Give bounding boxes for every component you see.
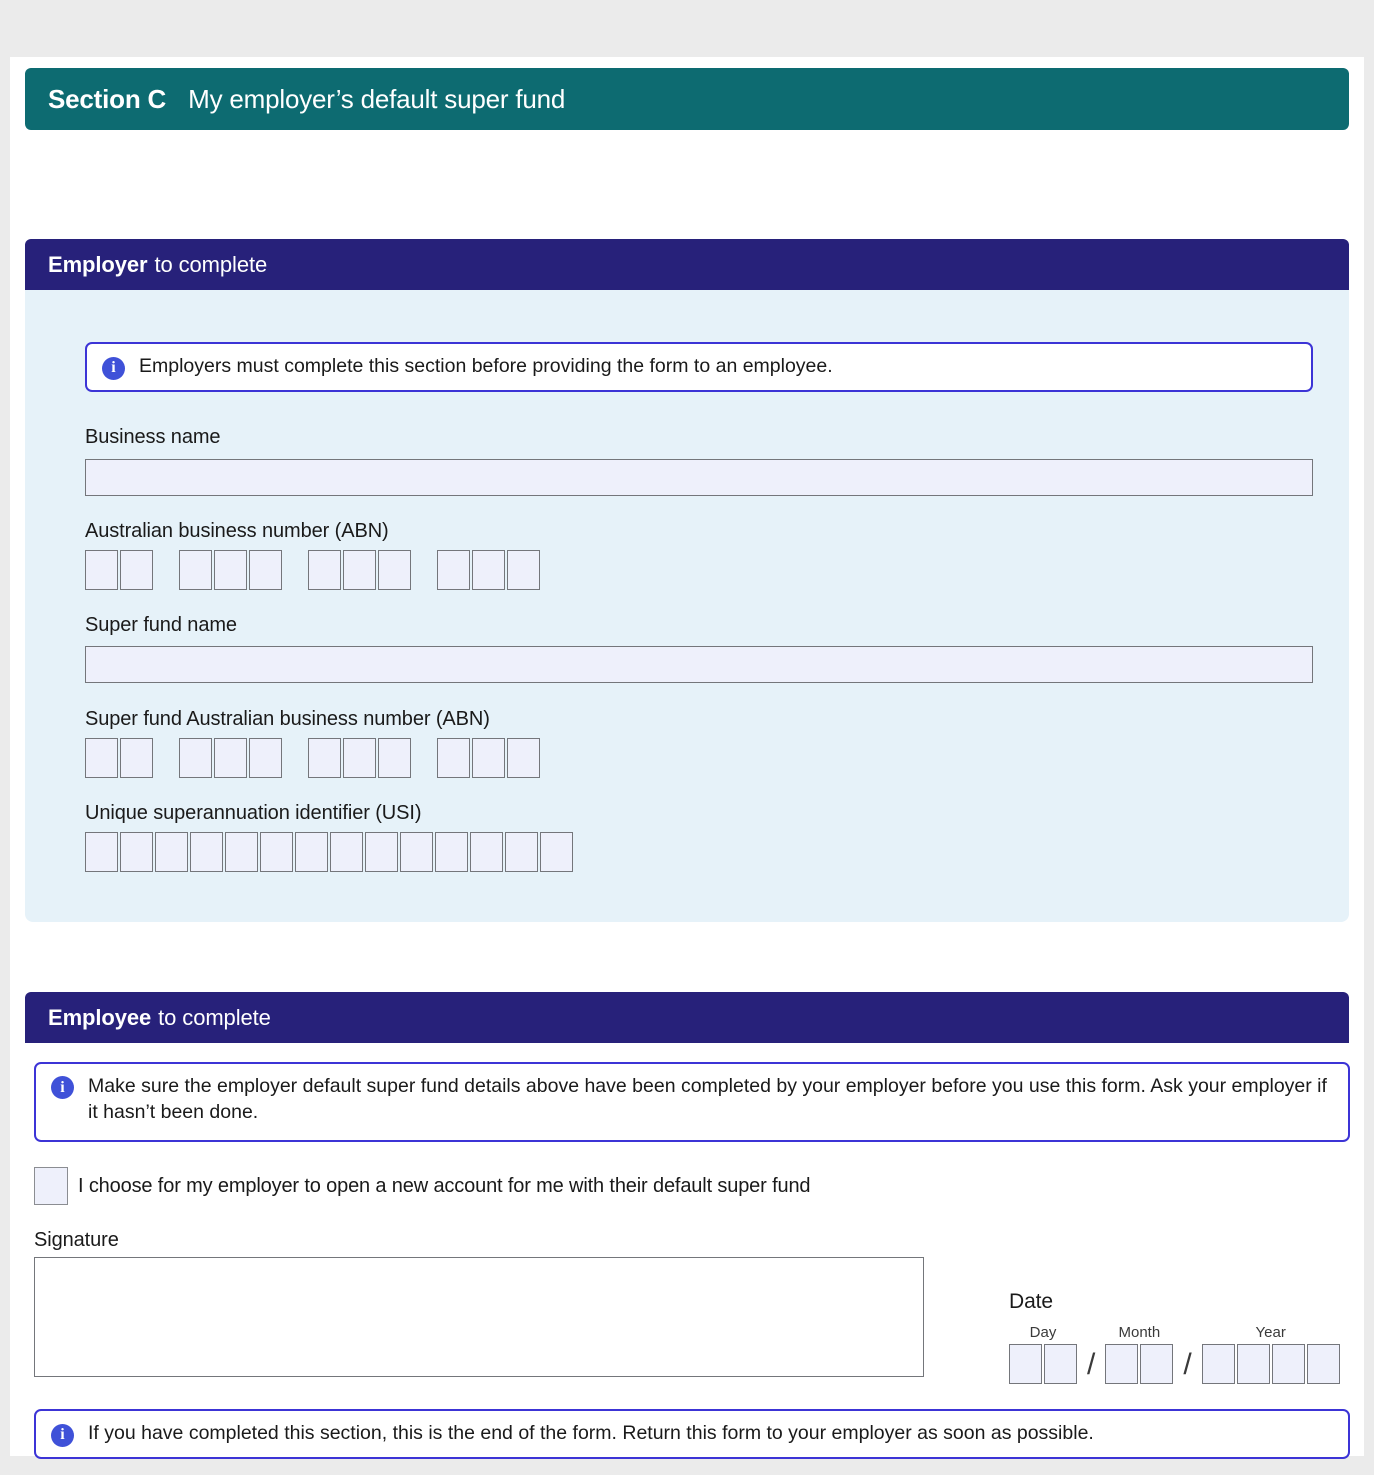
footer-info-callout xyxy=(34,1409,1350,1459)
footer-info-text: If you have completed this section, this is the end of the form. Return this form to your employer as soon as possible. xyxy=(88,1422,1094,1445)
charbox[interactable] xyxy=(400,832,433,872)
employee-info-text: Make sure the employer default super fund details above have been completed by your employer before you use this form. Ask your employer if it hasn’t been done. xyxy=(88,1075,1327,1123)
charbox[interactable] xyxy=(85,550,118,590)
info-icon: i xyxy=(102,357,125,380)
charbox[interactable] xyxy=(472,738,505,778)
abn-label: Australian business number (ABN) xyxy=(85,520,389,542)
employee-section-header xyxy=(25,992,1349,1043)
charbox[interactable] xyxy=(365,832,398,872)
charbox[interactable] xyxy=(1140,1344,1173,1384)
signature-input[interactable] xyxy=(34,1257,924,1377)
info-icon: i xyxy=(51,1424,74,1447)
charbox[interactable] xyxy=(507,550,540,590)
date-month-input[interactable] xyxy=(1105,1344,1173,1384)
date-block xyxy=(1009,1290,1340,1384)
employee-info-callout xyxy=(34,1062,1350,1142)
employer-section-header xyxy=(25,239,1349,290)
charbox[interactable] xyxy=(120,550,153,590)
charbox[interactable] xyxy=(1272,1344,1305,1384)
charbox[interactable] xyxy=(1202,1344,1235,1384)
date-separator-2: / xyxy=(1183,1348,1192,1381)
charbox[interactable] xyxy=(378,738,411,778)
charbox[interactable] xyxy=(190,832,223,872)
super-fund-name-input[interactable] xyxy=(85,646,1313,683)
date-month-part xyxy=(1105,1324,1173,1384)
abn-charbox-row[interactable] xyxy=(85,550,540,590)
charbox[interactable] xyxy=(437,550,470,590)
charbox[interactable] xyxy=(85,738,118,778)
date-year-input[interactable] xyxy=(1202,1344,1340,1384)
date-day-input[interactable] xyxy=(1009,1344,1077,1384)
charbox[interactable] xyxy=(214,550,247,590)
charbox[interactable] xyxy=(472,550,505,590)
super-fund-abn-charbox-row[interactable] xyxy=(85,738,540,778)
date-day-label: Day xyxy=(1029,1324,1057,1341)
charbox[interactable] xyxy=(505,832,538,872)
charbox[interactable] xyxy=(295,832,328,872)
signature-label: Signature xyxy=(34,1229,119,1251)
charbox[interactable] xyxy=(225,832,258,872)
charbox[interactable] xyxy=(308,738,341,778)
charbox[interactable] xyxy=(308,550,341,590)
charbox[interactable] xyxy=(437,738,470,778)
charbox[interactable] xyxy=(435,832,468,872)
charbox[interactable] xyxy=(179,738,212,778)
section-banner xyxy=(25,68,1349,130)
usi-label: Unique superannuation identifier (USI) xyxy=(85,802,422,824)
charbox[interactable] xyxy=(120,832,153,872)
info-icon: i xyxy=(51,1076,74,1099)
charbox[interactable] xyxy=(378,550,411,590)
section-id: Section C xyxy=(48,83,167,114)
date-row xyxy=(1009,1324,1340,1384)
date-day-part xyxy=(1009,1324,1077,1384)
date-year-part xyxy=(1202,1324,1340,1384)
employer-info-text: Employers must complete this section before providing the form to an employee. xyxy=(139,355,833,378)
form-page-card xyxy=(10,57,1364,1456)
default-fund-choice-row[interactable] xyxy=(34,1167,810,1205)
employee-header-strong: Employee xyxy=(48,1004,152,1030)
employer-info-callout xyxy=(85,342,1313,392)
charbox[interactable] xyxy=(155,832,188,872)
charbox[interactable] xyxy=(470,832,503,872)
employer-header-strong: Employer xyxy=(48,251,148,277)
charbox[interactable] xyxy=(1105,1344,1138,1384)
employer-header-rest: to complete xyxy=(154,251,268,277)
default-fund-choice-label: I choose for my employer to open a new account for me with their default super fund xyxy=(78,1174,811,1197)
charbox[interactable] xyxy=(1307,1344,1340,1384)
charbox[interactable] xyxy=(343,550,376,590)
charbox[interactable] xyxy=(249,738,282,778)
employee-header-rest: to complete xyxy=(158,1004,271,1030)
charbox[interactable] xyxy=(249,550,282,590)
date-year-label: Year xyxy=(1255,1324,1286,1341)
charbox[interactable] xyxy=(85,832,118,872)
business-name-input[interactable] xyxy=(85,459,1313,496)
charbox[interactable] xyxy=(179,550,212,590)
charbox[interactable] xyxy=(260,832,293,872)
default-fund-choice-checkbox[interactable] xyxy=(34,1167,68,1205)
super-fund-name-label: Super fund name xyxy=(85,614,237,636)
charbox[interactable] xyxy=(120,738,153,778)
charbox[interactable] xyxy=(540,832,573,872)
date-title: Date xyxy=(1009,1290,1053,1313)
charbox[interactable] xyxy=(330,832,363,872)
charbox[interactable] xyxy=(1044,1344,1077,1384)
charbox[interactable] xyxy=(214,738,247,778)
date-month-label: Month xyxy=(1118,1324,1161,1341)
section-title: My employer’s default super fund xyxy=(188,83,566,114)
charbox[interactable] xyxy=(1237,1344,1270,1384)
business-name-label: Business name xyxy=(85,426,221,448)
usi-charbox-row[interactable] xyxy=(85,832,573,872)
charbox[interactable] xyxy=(1009,1344,1042,1384)
charbox[interactable] xyxy=(343,738,376,778)
super-fund-abn-label: Super fund Australian business number (ABN) xyxy=(85,708,490,730)
date-separator-1: / xyxy=(1087,1348,1096,1381)
charbox[interactable] xyxy=(507,738,540,778)
